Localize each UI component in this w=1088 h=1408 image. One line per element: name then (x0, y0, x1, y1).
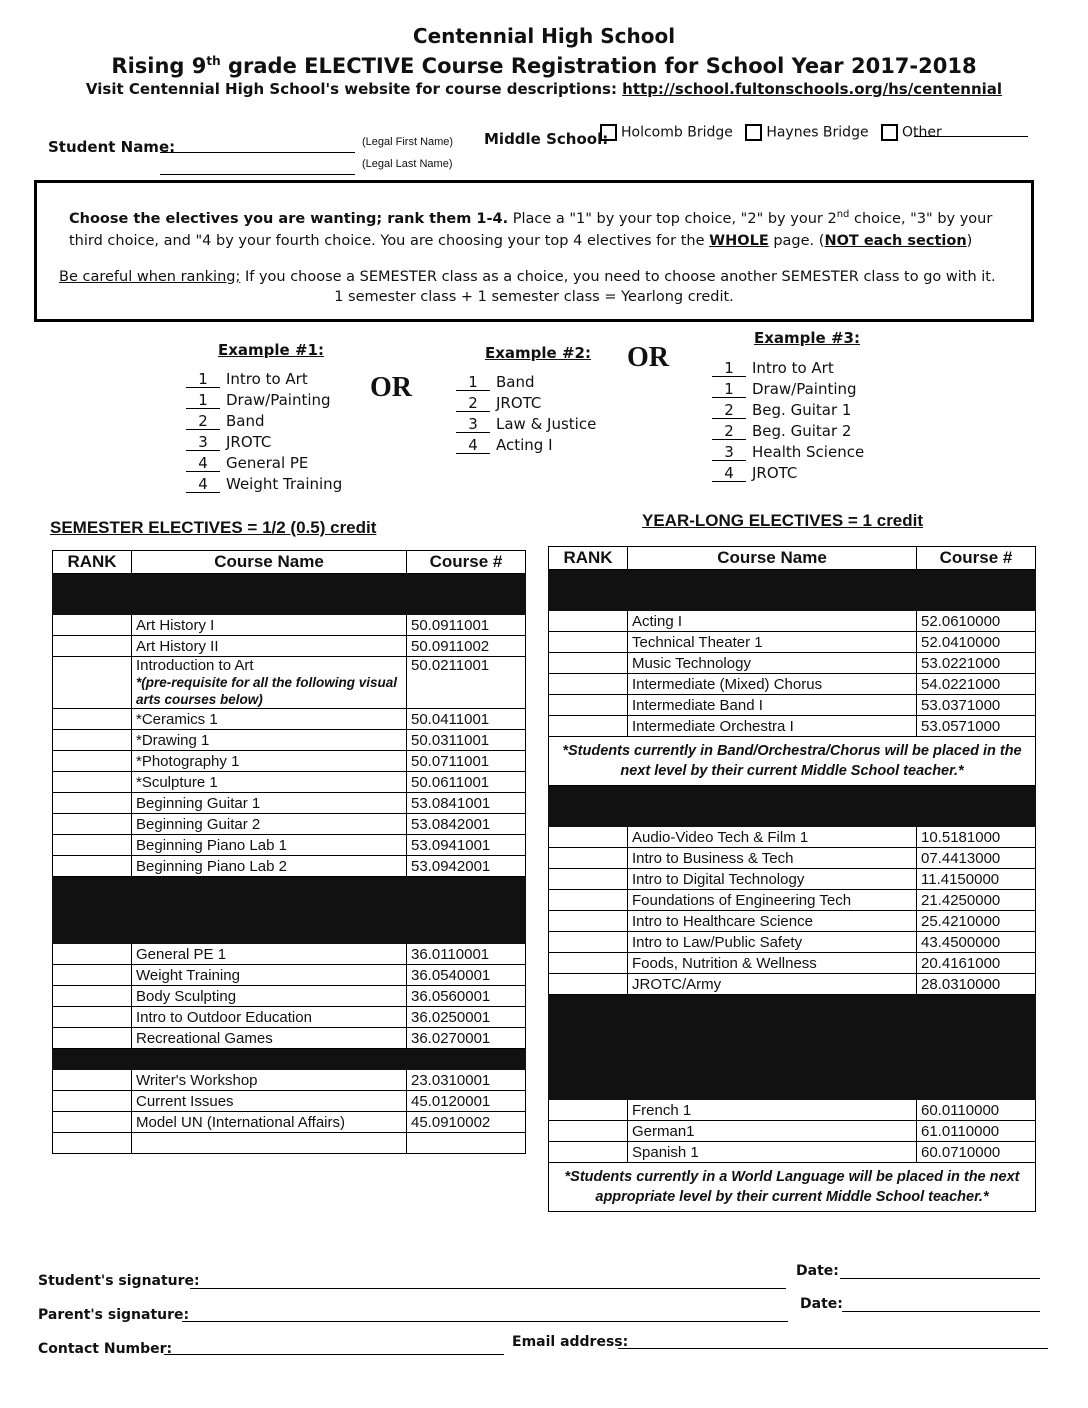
table-row: Art History I 50.0911001 (53, 615, 526, 636)
table-row: Beginning Guitar 1 53.0841001 (53, 793, 526, 814)
parent-date-field[interactable] (842, 1311, 1040, 1312)
table-row: Writer's Workshop 23.0310001 (53, 1070, 526, 1091)
holcomb-bridge-checkbox[interactable] (600, 124, 617, 141)
school-name: Centennial High School (412, 24, 676, 48)
section-divider (549, 995, 1036, 1100)
table-row: Art History II 50.0911002 (53, 636, 526, 657)
table-row: *Ceramics 1 50.0411001 (53, 709, 526, 730)
course-name-header: Course Name (628, 547, 917, 570)
list-item: 1 Draw/Painting (186, 390, 342, 411)
table-row: French 1 60.0110000 (549, 1100, 1036, 1121)
table-row: Intermediate Band I 53.0371000 (549, 695, 1036, 716)
rank-input[interactable] (549, 869, 628, 890)
rank-input[interactable] (53, 835, 132, 856)
yearlong-table (548, 546, 1036, 1212)
table-row: Technical Theater 1 52.0410000 (549, 632, 1036, 653)
rank-input[interactable] (549, 653, 628, 674)
rank-input[interactable] (53, 1133, 132, 1154)
language-placement-note: *Students currently in a World Language will be placed in the next appropriate level by their current Middle School teacher.* (549, 1163, 1036, 1212)
rank-input[interactable] (53, 793, 132, 814)
section-divider (549, 786, 1036, 827)
table-row (549, 737, 1036, 786)
rank-input[interactable] (549, 695, 628, 716)
table-row: JROTC/Army 28.0310000 (549, 974, 1036, 995)
example-2-list (456, 372, 596, 456)
list-item: 3 Law & Justice (456, 414, 596, 435)
rank-input[interactable] (53, 636, 132, 657)
rank-input[interactable] (549, 890, 628, 911)
parent-signature-label: Parent's signature: (38, 1307, 190, 1323)
table-row: *Photography 1 50.0711001 (53, 751, 526, 772)
holcomb-bridge-label: Holcomb Bridge (621, 124, 733, 141)
table-row: Foods, Nutrition & Wellness 20.4161000 (549, 953, 1036, 974)
rank-input[interactable] (53, 751, 132, 772)
rank-header: RANK (53, 551, 132, 574)
table-row (53, 1133, 526, 1154)
contact-number-field[interactable] (164, 1354, 504, 1355)
student-name-label: Student Name: (48, 138, 176, 156)
rank-input[interactable] (53, 657, 132, 709)
rank-input[interactable] (549, 716, 628, 737)
first-name-field[interactable] (160, 152, 355, 153)
list-item: 4 JROTC (712, 463, 864, 484)
table-row: Current Issues 45.0120001 (53, 1091, 526, 1112)
table-row: Introduction to Art *(pre-requisite for all the following visual arts courses below) 50.0211001 (53, 657, 526, 709)
other-label: Other (902, 124, 942, 141)
list-item: 2 JROTC (456, 393, 596, 414)
middle-school-options (592, 124, 942, 141)
instructions-box: Choose the electives you are wanting; rank them 1-4. Place a "1" by your top choice, "2" by your 2nd choice, "3" by your third choice, and "4 by your fourth choice. You are choosing your top 4 electives for the WHOLE page. (NOT each section) Be careful when ranking; If you choose a SEMESTER class as a choice, you need to choose another SEMESTER class to go with it. 1 semester class + 1 semester class = Yearlong credit. (34, 180, 1034, 322)
table-row: General PE 1 36.0110001 (53, 944, 526, 965)
rank-input[interactable] (53, 986, 132, 1007)
section-divider (549, 570, 1036, 611)
website-line: Visit Centennial High School's website for course descriptions: http://school.fultonschools.org/hs/centennial (85, 80, 1003, 98)
list-item: 2 Band (186, 411, 342, 432)
rank-input[interactable] (53, 709, 132, 730)
last-name-hint: (Legal Last Name) (362, 158, 453, 170)
table-row: Intermediate (Mixed) Chorus 54.0221000 (549, 674, 1036, 695)
rank-input[interactable] (53, 1112, 132, 1133)
rank-input[interactable] (53, 730, 132, 751)
rank-input[interactable] (549, 974, 628, 995)
rank-input[interactable] (549, 953, 628, 974)
table-row: German1 61.0110000 (549, 1121, 1036, 1142)
table-row: Model UN (International Affairs) 45.0910002 (53, 1112, 526, 1133)
table-row: Music Technology 53.0221000 (549, 653, 1036, 674)
course-number-header: Course # (917, 547, 1036, 570)
table-header-row (549, 547, 1036, 570)
list-item: 2 Beg. Guitar 2 (712, 421, 864, 442)
table-row: Intro to Law/Public Safety 43.4500000 (549, 932, 1036, 953)
example-1-heading: Example #1: (218, 341, 324, 359)
list-item: 1 Band (456, 372, 596, 393)
student-date-label: Date: (796, 1263, 839, 1279)
example-1-list (186, 369, 342, 495)
rank-input[interactable] (53, 1028, 132, 1049)
yearlong-heading: YEAR-LONG ELECTIVES = 1 credit (642, 511, 924, 530)
list-item: 4 General PE (186, 453, 342, 474)
table-header-row (53, 551, 526, 574)
rank-input[interactable] (549, 674, 628, 695)
table-row: Beginning Piano Lab 1 53.0941001 (53, 835, 526, 856)
rank-input[interactable] (549, 611, 628, 632)
rank-input[interactable] (53, 1070, 132, 1091)
table-row: Intro to Digital Technology 11.4150000 (549, 869, 1036, 890)
section-divider (53, 877, 526, 944)
student-signature-field[interactable] (190, 1288, 786, 1289)
example-3-list (712, 358, 864, 484)
or-label-2: OR (627, 342, 669, 373)
table-row: Intro to Healthcare Science 25.4210000 (549, 911, 1036, 932)
table-row (549, 1163, 1036, 1212)
list-item: 3 JROTC (186, 432, 342, 453)
rank-input[interactable] (549, 632, 628, 653)
rank-input[interactable] (549, 827, 628, 848)
rank-input[interactable] (53, 856, 132, 877)
example-3-heading: Example #3: (754, 329, 860, 347)
rank-input[interactable] (549, 1100, 628, 1121)
table-row: Recreational Games 36.0270001 (53, 1028, 526, 1049)
table-row: Intro to Outdoor Education 36.0250001 (53, 1007, 526, 1028)
rank-input[interactable] (53, 615, 132, 636)
rank-input[interactable] (53, 1007, 132, 1028)
rank-input[interactable] (53, 1091, 132, 1112)
table-row: Intermediate Orchestra I 53.0571000 (549, 716, 1036, 737)
rank-input[interactable] (53, 772, 132, 793)
other-checkbox[interactable] (881, 124, 898, 141)
course-url-link[interactable]: http://school.fultonschools.org/hs/centennial (622, 80, 1003, 98)
table-row: *Sculpture 1 50.0611001 (53, 772, 526, 793)
haynes-bridge-checkbox[interactable] (745, 124, 762, 141)
table-row: Spanish 1 60.0710000 (549, 1142, 1036, 1163)
other-school-field[interactable] (914, 136, 1028, 137)
list-item: 4 Acting I (456, 435, 596, 456)
rank-input[interactable] (549, 932, 628, 953)
email-label: Email address: (512, 1334, 629, 1350)
fine-arts-placement-note: *Students currently in Band/Orchestra/Chorus will be placed in the next level by their current Middle School teacher.* (549, 737, 1036, 786)
middle-school-label: Middle School: (484, 130, 609, 148)
last-name-field[interactable] (160, 174, 355, 175)
table-row: Beginning Guitar 2 53.0842001 (53, 814, 526, 835)
rank-input[interactable] (549, 911, 628, 932)
table-row: Body Sculpting 36.0560001 (53, 986, 526, 1007)
rank-input[interactable] (549, 1142, 628, 1163)
rank-input[interactable] (53, 814, 132, 835)
parent-date-label: Date: (800, 1296, 843, 1312)
list-item: 1 Intro to Art (186, 369, 342, 390)
table-row: Acting I 52.0610000 (549, 611, 1036, 632)
table-row: Weight Training 36.0540001 (53, 965, 526, 986)
student-signature-label: Student's signature: (38, 1273, 200, 1289)
rank-input[interactable] (549, 1121, 628, 1142)
list-item: 2 Beg. Guitar 1 (712, 400, 864, 421)
prerequisite-note: *(pre-requisite for all the following visual arts courses below) (136, 675, 398, 707)
haynes-bridge-label: Haynes Bridge (766, 124, 869, 141)
student-date-field[interactable] (840, 1278, 1040, 1279)
list-item: 4 Weight Training (186, 474, 342, 495)
rank-header: RANK (549, 547, 628, 570)
first-name-hint: (Legal First Name) (362, 136, 454, 148)
course-name-header: Course Name (132, 551, 407, 574)
rank-input[interactable] (53, 944, 132, 965)
contact-number-label: Contact Number: (38, 1341, 173, 1357)
form-title: Rising 9th grade ELECTIVE Course Registration for School Year 2017-2018 (111, 54, 977, 78)
semester-heading: SEMESTER ELECTIVES = 1/2 (0.5) credit (50, 518, 377, 537)
course-number-header: Course # (407, 551, 526, 574)
section-divider (53, 574, 526, 615)
semester-table (52, 550, 526, 1154)
list-item: 1 Intro to Art (712, 358, 864, 379)
section-divider (53, 1049, 526, 1070)
table-row: Audio-Video Tech & Film 1 10.5181000 (549, 827, 1036, 848)
email-field[interactable] (618, 1348, 1048, 1349)
or-label-1: OR (370, 372, 412, 403)
table-row: Intro to Business & Tech 07.4413000 (549, 848, 1036, 869)
table-row: *Drawing 1 50.0311001 (53, 730, 526, 751)
list-item: 1 Draw/Painting (712, 379, 864, 400)
table-row: Beginning Piano Lab 2 53.0942001 (53, 856, 526, 877)
example-2-heading: Example #2: (485, 344, 591, 362)
parent-signature-field[interactable] (182, 1321, 788, 1322)
rank-input[interactable] (53, 965, 132, 986)
rank-input[interactable] (549, 848, 628, 869)
table-row: Foundations of Engineering Tech 21.4250000 (549, 890, 1036, 911)
list-item: 3 Health Science (712, 442, 864, 463)
